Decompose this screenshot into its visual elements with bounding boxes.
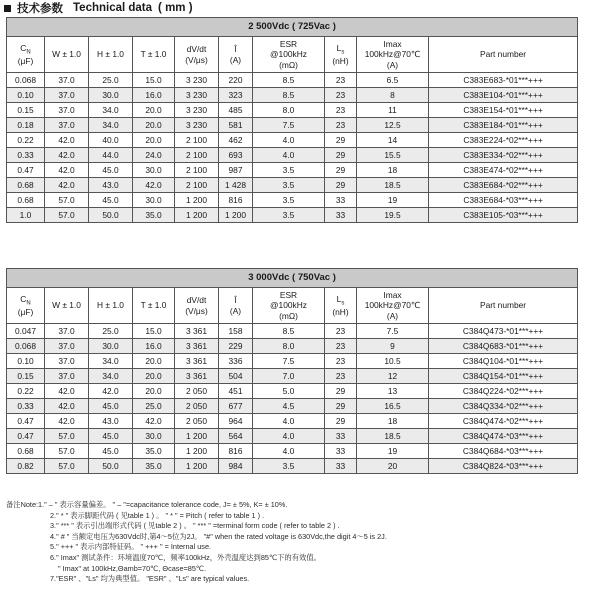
page-title bbox=[4, 1, 193, 15]
table-cell: 485 bbox=[219, 103, 253, 118]
table-cell: 8.0 bbox=[253, 339, 325, 354]
table-cell: 50.0 bbox=[89, 459, 133, 474]
table-row bbox=[7, 354, 578, 369]
table-cell: 23 bbox=[325, 118, 357, 133]
table-cell: 20.0 bbox=[133, 369, 175, 384]
table-cell: 42.0 bbox=[45, 414, 89, 429]
table-cell: 29 bbox=[325, 133, 357, 148]
table-cell: 0.047 bbox=[7, 324, 45, 339]
table-cell: 4.0 bbox=[253, 414, 325, 429]
table-cell: 1 428 bbox=[219, 178, 253, 193]
table-cell: 220 bbox=[219, 73, 253, 88]
table-row bbox=[7, 399, 578, 414]
table-cell: 33 bbox=[325, 208, 357, 223]
table-cell: 29 bbox=[325, 148, 357, 163]
table-cell: 29 bbox=[325, 178, 357, 193]
table-cell: 34.0 bbox=[89, 369, 133, 384]
table-cell: 37.0 bbox=[45, 354, 89, 369]
table-cell: 15.0 bbox=[133, 324, 175, 339]
col-part-number: Part number bbox=[429, 288, 578, 324]
table-cell: 29 bbox=[325, 163, 357, 178]
table-row bbox=[7, 324, 578, 339]
table-cell: 3.5 bbox=[253, 193, 325, 208]
note-7: 7."ESR" 、"Ls" 均为典型值。 "ESR" 、"Ls" are typical values. bbox=[50, 574, 250, 584]
table-cell: 13 bbox=[357, 384, 429, 399]
table-cell: C383E474-*02***+++ bbox=[429, 163, 578, 178]
table-cell: 8.5 bbox=[253, 73, 325, 88]
table-cell: 0.10 bbox=[7, 88, 45, 103]
table-cell: C383E105-*03***+++ bbox=[429, 208, 578, 223]
table-row bbox=[7, 148, 578, 163]
table-cell: 3.5 bbox=[253, 178, 325, 193]
table-cell: 2 100 bbox=[175, 178, 219, 193]
table-cell: 30.0 bbox=[133, 429, 175, 444]
table-row bbox=[7, 208, 578, 223]
table-cell: 33 bbox=[325, 459, 357, 474]
table-row bbox=[7, 429, 578, 444]
table-cell: 18.5 bbox=[357, 178, 429, 193]
table-cell: 14 bbox=[357, 133, 429, 148]
table-cell: 30.0 bbox=[133, 163, 175, 178]
table-cell: 25.0 bbox=[89, 73, 133, 88]
table-cell: 3.5 bbox=[253, 459, 325, 474]
table-cell: 1 200 bbox=[175, 193, 219, 208]
table-cell: 3 230 bbox=[175, 103, 219, 118]
table-cell: C384Q154-*01***+++ bbox=[429, 369, 578, 384]
table-cell: 20.0 bbox=[133, 118, 175, 133]
table-cell: C383E684-*03***+++ bbox=[429, 193, 578, 208]
table-cell: 42.0 bbox=[45, 384, 89, 399]
table-cell: 2 100 bbox=[175, 133, 219, 148]
voltage-rating: 3 000Vdc ( 750Vac ) bbox=[7, 269, 578, 288]
table-cell: 3 361 bbox=[175, 339, 219, 354]
col-inductance: $L_s$ (nH) bbox=[325, 37, 357, 73]
table-cell: 43.0 bbox=[89, 414, 133, 429]
table-cell: C384Q824-*03***+++ bbox=[429, 459, 578, 474]
table-cell: 3 230 bbox=[175, 73, 219, 88]
table-cell: 451 bbox=[219, 384, 253, 399]
table-cell: 50.0 bbox=[89, 208, 133, 223]
table-cell: 1 200 bbox=[175, 459, 219, 474]
table-cell: 37.0 bbox=[45, 103, 89, 118]
note-4: 4." # " 当额定电压为630Vdc时,第4～5位为2J。 "#" when the rated voltage is 630Vdc,the digit 4～5 is 2J. bbox=[50, 531, 387, 541]
table-cell: 44.0 bbox=[89, 148, 133, 163]
table-cell: 4.5 bbox=[253, 399, 325, 414]
table-cell: 19.5 bbox=[357, 208, 429, 223]
table-cell: 34.0 bbox=[89, 118, 133, 133]
col-esr: ESR @100kHz (mΩ) bbox=[253, 37, 325, 73]
table-cell: 229 bbox=[219, 339, 253, 354]
table-cell: 158 bbox=[219, 324, 253, 339]
table-cell: 816 bbox=[219, 444, 253, 459]
table-cell: 4.0 bbox=[253, 429, 325, 444]
table-cell: C383E154-*01***+++ bbox=[429, 103, 578, 118]
table-cell: 0.15 bbox=[7, 103, 45, 118]
table-cell: 35.0 bbox=[133, 444, 175, 459]
table-cell: 0.47 bbox=[7, 163, 45, 178]
col-width: W ± 1.0 bbox=[45, 288, 89, 324]
table-row bbox=[7, 118, 578, 133]
table-cell: 37.0 bbox=[45, 73, 89, 88]
note-6-en: " Imax" at 100kHz,Θamb=70℃, Θcase=85℃. bbox=[58, 563, 207, 573]
table-cell: 336 bbox=[219, 354, 253, 369]
table-cell: 3 230 bbox=[175, 118, 219, 133]
title-en: Technical data bbox=[73, 2, 153, 14]
col-inductance: $L_s$ (nH) bbox=[325, 288, 357, 324]
table-cell: 57.0 bbox=[45, 459, 89, 474]
table-cell: 33 bbox=[325, 444, 357, 459]
table-cell: 45.0 bbox=[89, 444, 133, 459]
table-cell: 34.0 bbox=[89, 103, 133, 118]
table-cell: 4.0 bbox=[253, 444, 325, 459]
col-height: H ± 1.0 bbox=[89, 288, 133, 324]
table-cell: C384Q473-*01***+++ bbox=[429, 324, 578, 339]
table-cell: C384Q334-*02***+++ bbox=[429, 399, 578, 414]
table-cell: 0.068 bbox=[7, 339, 45, 354]
table-cell: 40.0 bbox=[89, 133, 133, 148]
table-cell: 37.0 bbox=[45, 324, 89, 339]
table-cell: 30.0 bbox=[133, 193, 175, 208]
table-cell: 57.0 bbox=[45, 444, 89, 459]
table-cell: 18 bbox=[357, 414, 429, 429]
table-cell: 23 bbox=[325, 369, 357, 384]
table-cell: C384Q474-*03***+++ bbox=[429, 429, 578, 444]
table-cell: 8.5 bbox=[253, 88, 325, 103]
table-cell: 35.0 bbox=[133, 459, 175, 474]
table-row bbox=[7, 444, 578, 459]
table-row bbox=[7, 459, 578, 474]
col-peak-current: Î (A) bbox=[219, 288, 253, 324]
table-cell: 42.0 bbox=[133, 178, 175, 193]
table-cell: 23 bbox=[325, 103, 357, 118]
table-cell: 3 361 bbox=[175, 354, 219, 369]
table-cell: 25.0 bbox=[133, 399, 175, 414]
table-row bbox=[7, 73, 578, 88]
note-6: 6." Imax" 测试条件：环境温度70℃，频率100kHz，外壳温度达到85℃下的有效值。 bbox=[50, 552, 321, 562]
title-zh: 技术参数 bbox=[17, 3, 63, 15]
table-cell: 37.0 bbox=[45, 339, 89, 354]
table-cell: 23 bbox=[325, 88, 357, 103]
table-cell: 8.5 bbox=[253, 324, 325, 339]
table-row bbox=[7, 384, 578, 399]
table-cell: 3 361 bbox=[175, 324, 219, 339]
table-cell: 7.5 bbox=[357, 324, 429, 339]
table-cell: 23 bbox=[325, 324, 357, 339]
table-cell: C383E224-*02***+++ bbox=[429, 133, 578, 148]
col-capacitance: $C_N$ (μF) bbox=[7, 37, 45, 73]
table-cell: 0.47 bbox=[7, 429, 45, 444]
table-cell: 2 100 bbox=[175, 148, 219, 163]
table-row bbox=[7, 369, 578, 384]
table-cell: 29 bbox=[325, 399, 357, 414]
table-cell: 1 200 bbox=[175, 444, 219, 459]
table-cell: 24.0 bbox=[133, 148, 175, 163]
table-cell: C384Q683-*01***+++ bbox=[429, 339, 578, 354]
table-cell: C384Q684-*03***+++ bbox=[429, 444, 578, 459]
table-cell: 6.5 bbox=[357, 73, 429, 88]
notes bbox=[6, 500, 586, 585]
table-cell: 2 100 bbox=[175, 163, 219, 178]
table-cell: 15.0 bbox=[133, 73, 175, 88]
table-cell: 0.068 bbox=[7, 73, 45, 88]
table-cell: 2 050 bbox=[175, 414, 219, 429]
note-5: 5." +++ " 表示内部特征码。 " +++ " = Internal use. bbox=[50, 542, 212, 552]
col-capacitance: $C_N$ (μF) bbox=[7, 288, 45, 324]
spec-table-2500vdc bbox=[6, 17, 578, 223]
table-cell: 677 bbox=[219, 399, 253, 414]
column-headers bbox=[7, 288, 578, 324]
table-cell: 42.0 bbox=[45, 148, 89, 163]
table-cell: 43.0 bbox=[89, 178, 133, 193]
table-cell: 964 bbox=[219, 414, 253, 429]
table-cell: 3.5 bbox=[253, 208, 325, 223]
table-cell: 57.0 bbox=[45, 208, 89, 223]
table-cell: 7.0 bbox=[253, 369, 325, 384]
col-thickness: T ± 1.0 bbox=[133, 37, 175, 73]
table-cell: 0.15 bbox=[7, 369, 45, 384]
table-cell: 37.0 bbox=[45, 88, 89, 103]
table-cell: 2 050 bbox=[175, 399, 219, 414]
table-cell: 15.5 bbox=[357, 148, 429, 163]
col-imax: Imax 100kHz@70℃ (A) bbox=[357, 37, 429, 73]
table-cell: 19 bbox=[357, 193, 429, 208]
col-peak-current: Î (A) bbox=[219, 37, 253, 73]
table-cell: 42.0 bbox=[133, 414, 175, 429]
table-cell: 0.18 bbox=[7, 118, 45, 133]
table-cell: 45.0 bbox=[89, 193, 133, 208]
table-cell: 16.5 bbox=[357, 399, 429, 414]
table-cell: 5.0 bbox=[253, 384, 325, 399]
table-cell: 57.0 bbox=[45, 429, 89, 444]
table-cell: 0.33 bbox=[7, 399, 45, 414]
table-cell: 0.22 bbox=[7, 384, 45, 399]
table-cell: 20.0 bbox=[133, 384, 175, 399]
table-cell: 16.0 bbox=[133, 88, 175, 103]
spec-table-3000vdc bbox=[6, 268, 578, 474]
table-cell: 8 bbox=[357, 88, 429, 103]
table-cell: 18.5 bbox=[357, 429, 429, 444]
table-cell: 0.10 bbox=[7, 354, 45, 369]
table-cell: C383E334-*02***+++ bbox=[429, 148, 578, 163]
table-cell: 23 bbox=[325, 73, 357, 88]
table-cell: 3 361 bbox=[175, 369, 219, 384]
col-height: H ± 1.0 bbox=[89, 37, 133, 73]
table-cell: 29 bbox=[325, 384, 357, 399]
table-row bbox=[7, 178, 578, 193]
table-cell: C383E104-*01***+++ bbox=[429, 88, 578, 103]
table-cell: 462 bbox=[219, 133, 253, 148]
table-cell: 581 bbox=[219, 118, 253, 133]
table-cell: 12.5 bbox=[357, 118, 429, 133]
col-esr: ESR @100kHz (mΩ) bbox=[253, 288, 325, 324]
table-cell: 1 200 bbox=[175, 208, 219, 223]
table-cell: 3 230 bbox=[175, 88, 219, 103]
col-imax: Imax 100kHz@70℃ (A) bbox=[357, 288, 429, 324]
table-cell: 23 bbox=[325, 354, 357, 369]
table-cell: C384Q474-*02***+++ bbox=[429, 414, 578, 429]
col-width: W ± 1.0 bbox=[45, 37, 89, 73]
table-cell: C383E684-*02***+++ bbox=[429, 178, 578, 193]
table-cell: 29 bbox=[325, 414, 357, 429]
table-cell: 37.0 bbox=[45, 369, 89, 384]
table-cell: 504 bbox=[219, 369, 253, 384]
table-cell: 987 bbox=[219, 163, 253, 178]
note-3: 3." *** " 表示引出端形式代码 ( 见table 2 ) 。 " *** " =terminal form code ( refer to table 2 ) . bbox=[50, 521, 340, 531]
voltage-rating: 2 500Vdc ( 725Vac ) bbox=[7, 18, 578, 37]
table-cell: 0.82 bbox=[7, 459, 45, 474]
table-cell: 4.0 bbox=[253, 148, 325, 163]
table-cell: 42.0 bbox=[45, 133, 89, 148]
table-cell: 1.0 bbox=[7, 208, 45, 223]
table-cell: 45.0 bbox=[89, 429, 133, 444]
table-row bbox=[7, 163, 578, 178]
table-cell: 37.0 bbox=[45, 118, 89, 133]
table-cell: 33 bbox=[325, 193, 357, 208]
table-cell: 18 bbox=[357, 163, 429, 178]
table-cell: 20.0 bbox=[133, 354, 175, 369]
table-row bbox=[7, 88, 578, 103]
table-cell: 45.0 bbox=[89, 163, 133, 178]
table-cell: 30.0 bbox=[89, 339, 133, 354]
table-cell: 42.0 bbox=[45, 178, 89, 193]
table-cell: 25.0 bbox=[89, 324, 133, 339]
title-unit: ( mm ) bbox=[158, 2, 193, 14]
table-cell: 2 050 bbox=[175, 384, 219, 399]
table-cell: 7.5 bbox=[253, 354, 325, 369]
table-cell: 35.0 bbox=[133, 208, 175, 223]
table-row bbox=[7, 133, 578, 148]
table-cell: 8.0 bbox=[253, 103, 325, 118]
table-cell: 0.22 bbox=[7, 133, 45, 148]
col-dvdt: dV/dt (V/μs) bbox=[175, 288, 219, 324]
table-cell: 20.0 bbox=[133, 103, 175, 118]
table-cell: 20 bbox=[357, 459, 429, 474]
table-cell: 816 bbox=[219, 193, 253, 208]
table-cell: 1 200 bbox=[175, 429, 219, 444]
table-cell: 34.0 bbox=[89, 354, 133, 369]
table-cell: 0.68 bbox=[7, 444, 45, 459]
table-cell: 11 bbox=[357, 103, 429, 118]
table-cell: 323 bbox=[219, 88, 253, 103]
table-cell: 0.47 bbox=[7, 414, 45, 429]
table-cell: C384Q104-*01***+++ bbox=[429, 354, 578, 369]
table-cell: 42.0 bbox=[89, 384, 133, 399]
table-cell: 45.0 bbox=[89, 399, 133, 414]
table-cell: C383E184-*01***+++ bbox=[429, 118, 578, 133]
table-cell: 23 bbox=[325, 339, 357, 354]
table-cell: 3.5 bbox=[253, 163, 325, 178]
col-dvdt: dV/dt (V/μs) bbox=[175, 37, 219, 73]
table-cell: 19 bbox=[357, 444, 429, 459]
table-cell: 0.68 bbox=[7, 178, 45, 193]
table-cell: 9 bbox=[357, 339, 429, 354]
table-cell: 57.0 bbox=[45, 193, 89, 208]
table-cell: 12 bbox=[357, 369, 429, 384]
table-cell: 4.0 bbox=[253, 133, 325, 148]
table-cell: 42.0 bbox=[45, 399, 89, 414]
square-bullet-icon bbox=[4, 5, 11, 12]
table-cell: 42.0 bbox=[45, 163, 89, 178]
table-cell: 10.5 bbox=[357, 354, 429, 369]
table-cell: 984 bbox=[219, 459, 253, 474]
table-cell: 1 200 bbox=[219, 208, 253, 223]
table-cell: 30.0 bbox=[89, 88, 133, 103]
col-part-number: Part number bbox=[429, 37, 578, 73]
table-row bbox=[7, 103, 578, 118]
table-cell: 693 bbox=[219, 148, 253, 163]
note-2: 2." * " 表示脚距代码 ( 见table 1 ) 。 " * " = Pitch ( refer to table 1 ) . bbox=[50, 510, 265, 520]
table-cell: 20.0 bbox=[133, 133, 175, 148]
col-thickness: T ± 1.0 bbox=[133, 288, 175, 324]
table-row bbox=[7, 339, 578, 354]
table-cell: C383E683-*01***+++ bbox=[429, 73, 578, 88]
table-cell: C384Q224-*02***+++ bbox=[429, 384, 578, 399]
table-cell: 564 bbox=[219, 429, 253, 444]
table-cell: 0.68 bbox=[7, 193, 45, 208]
column-headers bbox=[7, 37, 578, 73]
table-cell: 0.33 bbox=[7, 148, 45, 163]
table-cell: 33 bbox=[325, 429, 357, 444]
table-row bbox=[7, 414, 578, 429]
table-cell: 7.5 bbox=[253, 118, 325, 133]
table-cell: 16.0 bbox=[133, 339, 175, 354]
table-row bbox=[7, 193, 578, 208]
note-1: 备注Note:1." – " 表示容量偏差。 " – "=capacitance tolerance code, J= ± 5%, K= ± 10%. bbox=[6, 500, 288, 509]
